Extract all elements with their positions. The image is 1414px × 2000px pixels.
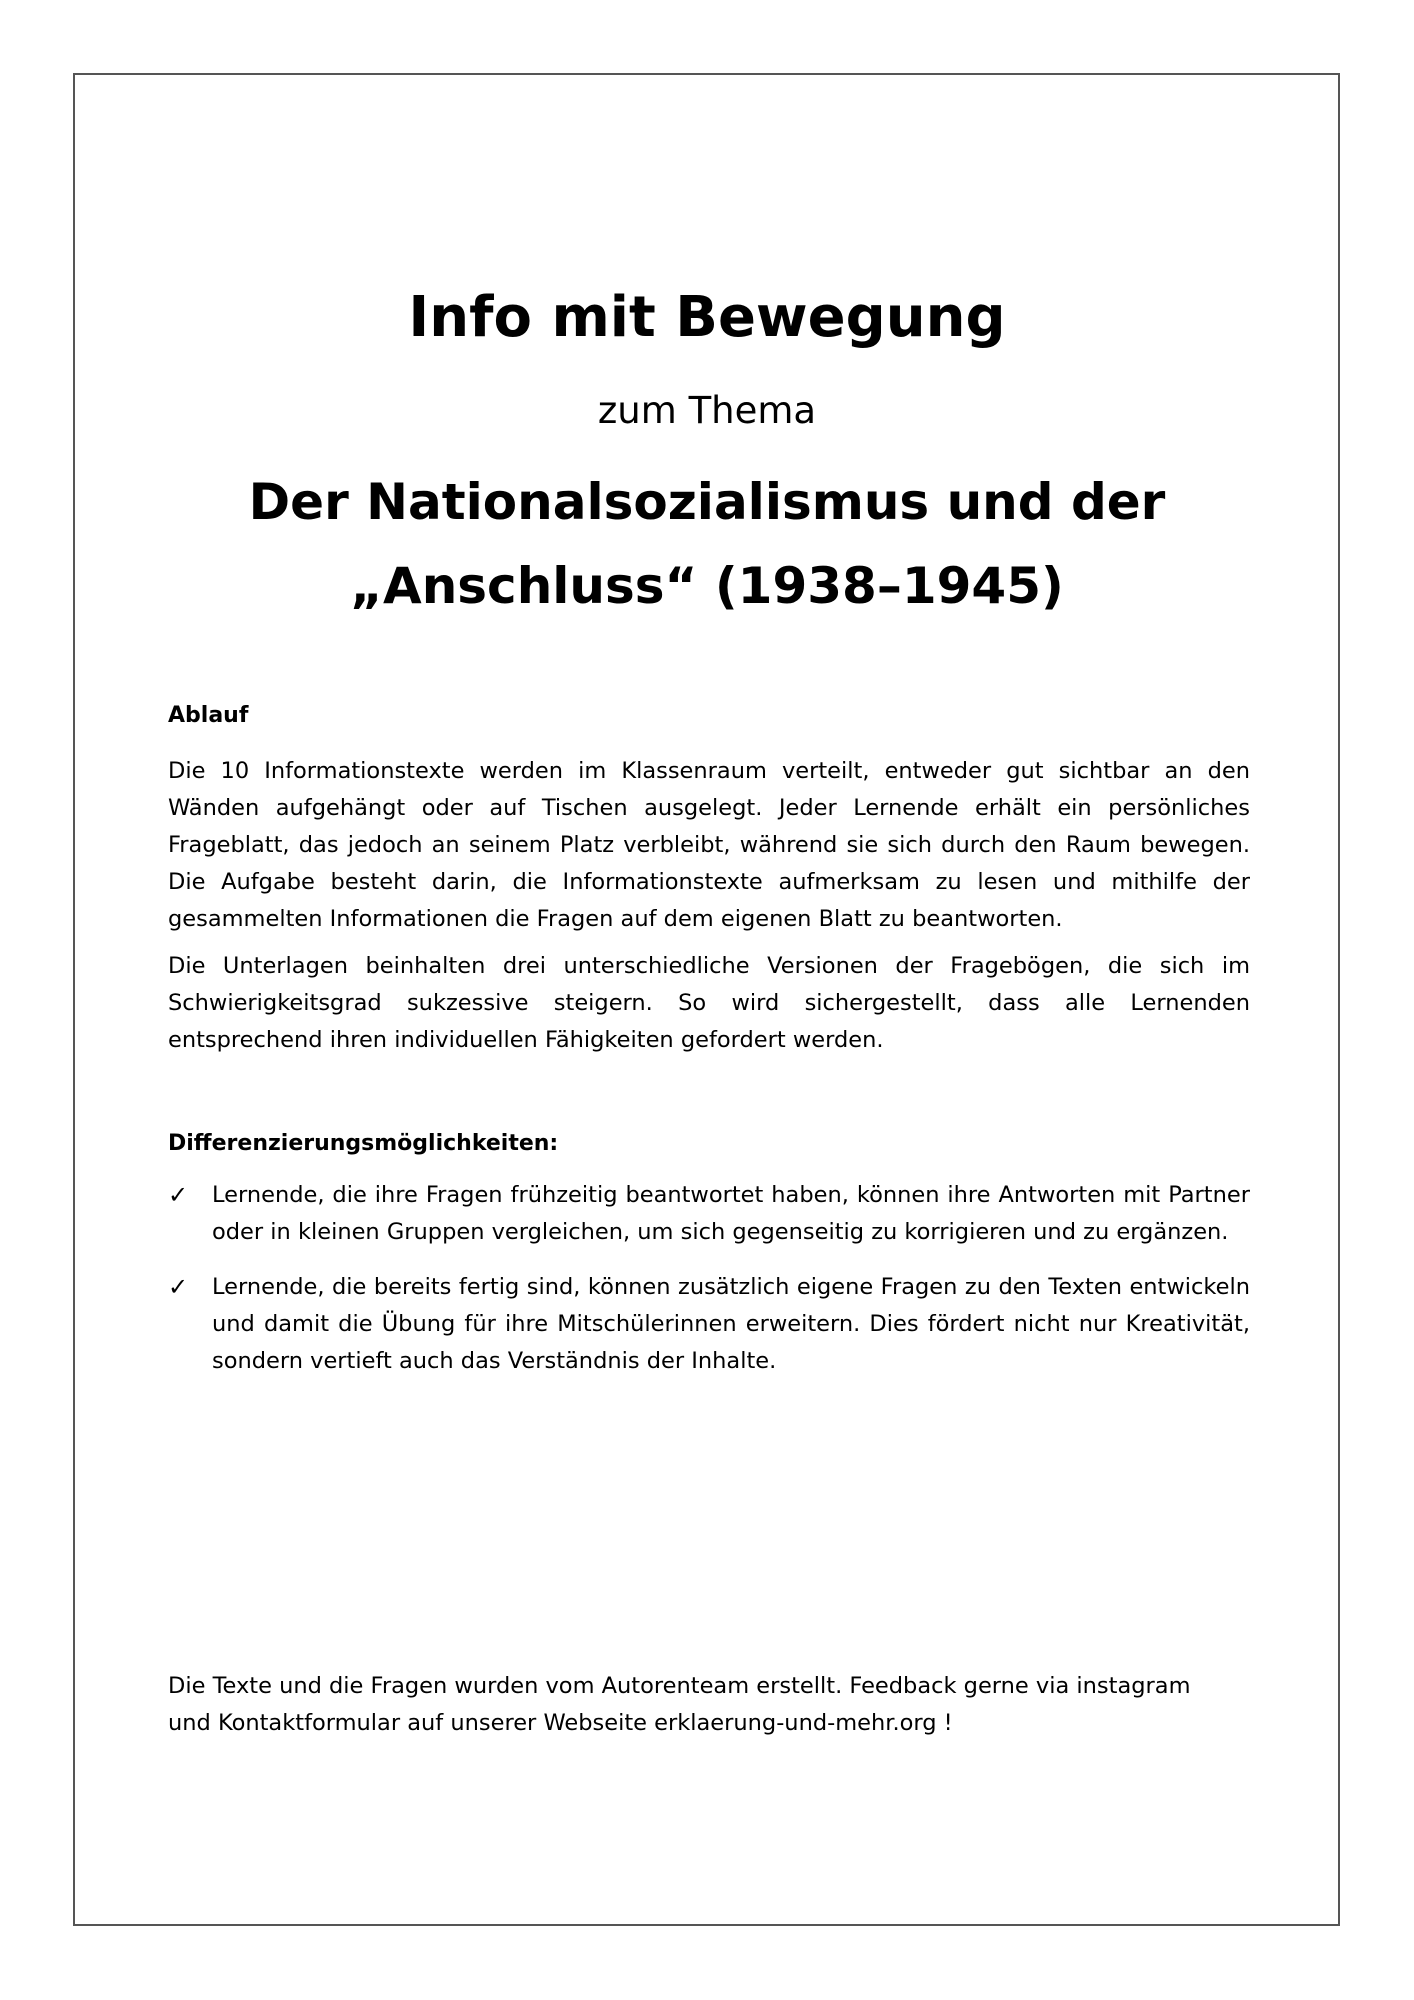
list-item-text: Lernende, die ihre Fragen frühzeitig beantwortet haben, können ihre Antworten mit Partner oder in kleinen Gruppen vergleichen, um sich gegenseitig zu korrigieren und zu ergänzen. — [212, 1182, 1250, 1245]
ablauf-heading: Ablauf — [168, 703, 249, 728]
list-item-text: Lernende, die bereits fertig sind, können zusätzlich eigene Fragen zu den Texten entwickeln und damit die Übung für ihre Mitschülerinnen erweitern. Dies fördert nicht nur Kreativität, sondern vertieft auch das Verständnis der Inhalte. — [212, 1274, 1250, 1374]
document-title: Info mit Bewegung — [408, 285, 1006, 350]
document-topic: Der Nationalsozialismus und der „Anschluss“ (1938–1945) — [248, 473, 1166, 615]
document-subtitle: zum Thema — [597, 389, 817, 432]
list-item — [168, 1269, 1250, 1380]
differenzierung-section — [168, 1125, 1250, 1380]
ablauf-paragraph-1: Die 10 Informationstexte werden im Klassenraum verteilt, entweder gut sichtbar an den Wänden aufgehängt oder auf Tischen ausgelegt. Jeder Lernende erhält ein persönliches Frageblatt, das jedoch an seinem Platz verbleibt, während sie sich durch den Raum bewegen. Die Aufgabe besteht darin, die Informationstexte aufmerksam zu lesen und mithilfe der gesammelten Informationen die Fragen auf dem eigenen Blatt zu beantworten. — [168, 758, 1250, 932]
footer-text: Die Texte und die Fragen wurden vom Autorenteam erstellt. Feedback gerne via instagram und Kontaktformular auf unserer Webseite erklaerung-und-mehr.org ! — [168, 1673, 1191, 1736]
footer-section — [168, 1668, 1208, 1742]
differenzierung-list — [168, 1177, 1250, 1380]
ablauf-section — [168, 697, 1250, 1059]
list-item — [168, 1177, 1250, 1251]
ablauf-paragraph-2: Die Unterlagen beinhalten drei unterschiedliche Versionen der Fragebögen, die sich im Schwierigkeitsgrad sukzessive steigern. So wird sichergestellt, dass alle Lernenden entsprechend ihren individuellen Fähigkeiten gefordert werden. — [168, 953, 1250, 1053]
check-mark-icon: ✓ — [168, 1181, 189, 1209]
check-mark-icon: ✓ — [168, 1273, 189, 1301]
differenzierung-heading: Differenzierungsmöglichkeiten: — [168, 1131, 559, 1156]
